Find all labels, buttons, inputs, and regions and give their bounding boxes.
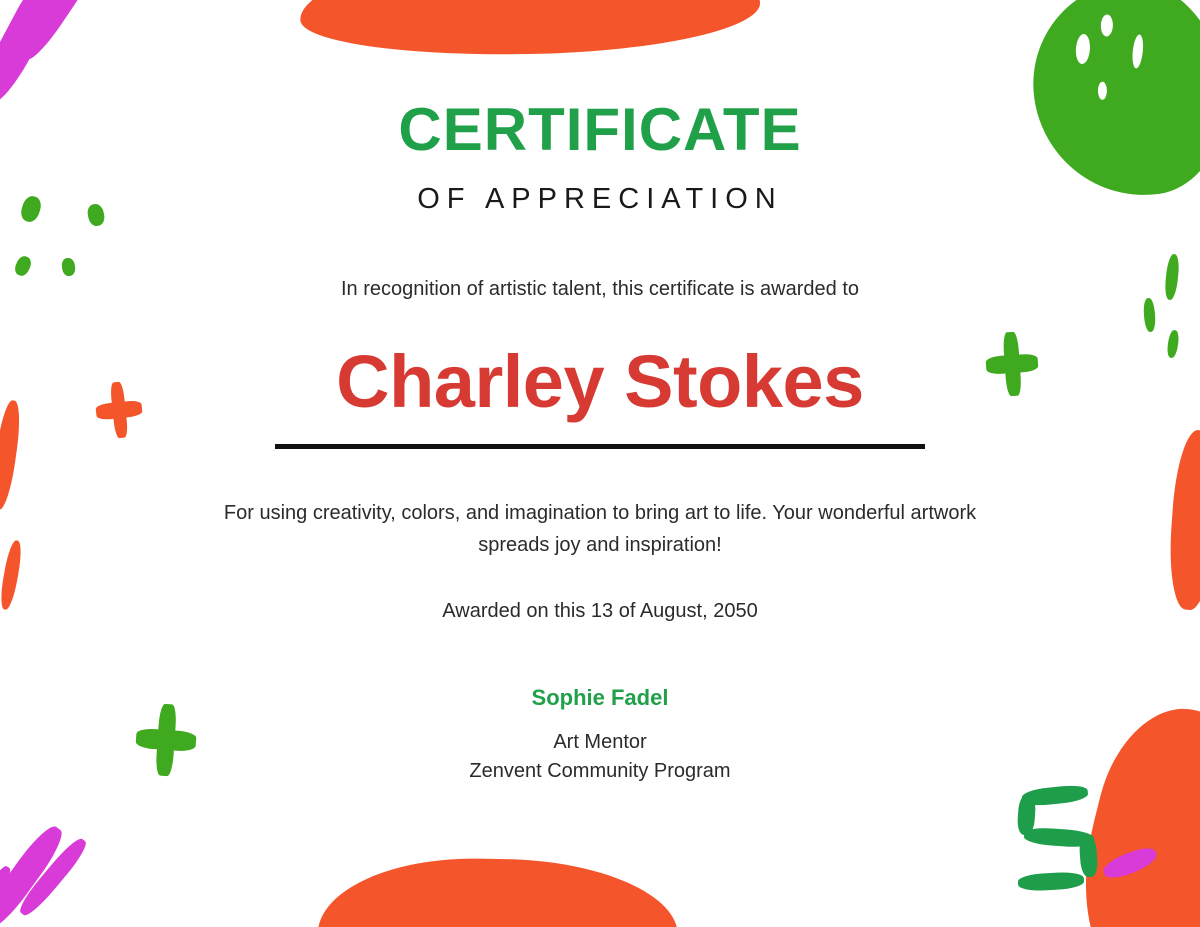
certificate-title: CERTIFICATE <box>398 96 802 163</box>
certificate-date: Awarded on this 13 of August, 2050 <box>442 599 758 622</box>
recipient-underline <box>275 444 925 449</box>
certificate-intro-text: In recognition of artistic talent, this certificate is awarded to <box>340 278 860 300</box>
signer-name: Sophie Fadel <box>531 684 669 710</box>
orange-brush-bottom-decoration <box>317 856 679 927</box>
certificate-subtitle: OF APPRECIATION <box>417 183 783 215</box>
certificate-body-text: For using creativity, colors, and imagination to bring art to life. Your wonderful artwork spreads joy and inspiration! <box>223 502 977 557</box>
magenta-dash-bottom-right-decoration <box>1100 843 1159 883</box>
signer-role: Art Mentor <box>553 730 647 753</box>
recipient-name: Charley Stokes <box>336 340 864 423</box>
magenta-strokes-bottom-left-decoration <box>0 807 106 927</box>
signer-organization: Zenvent Community Program <box>469 759 731 782</box>
green-squiggle-bottom-right-decoration <box>1008 777 1128 907</box>
